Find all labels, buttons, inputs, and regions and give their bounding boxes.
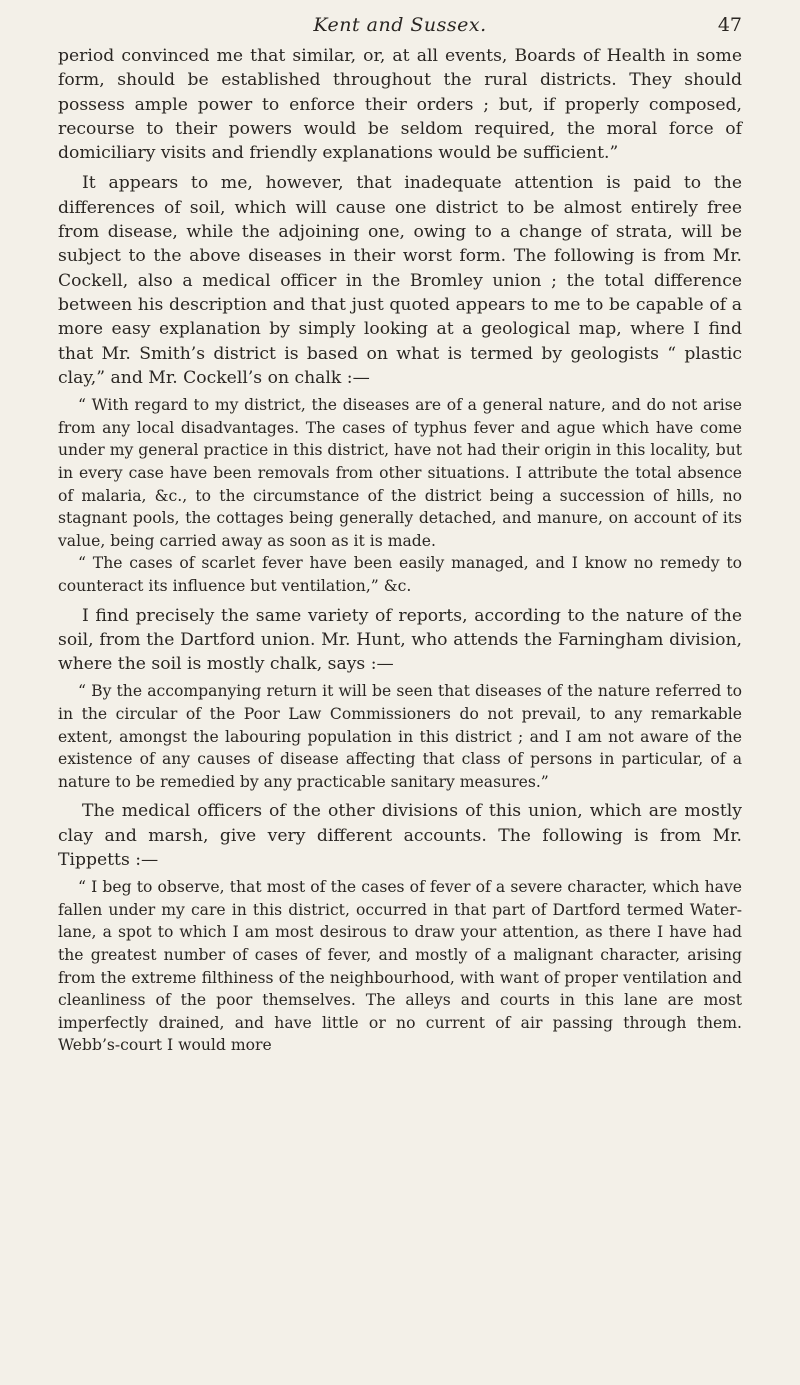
paragraph-other-divisions: The medical officers of the other divisions of this union, which are mostly clay and marsh, give very different accounts. The following is from Mr. Tippetts :—: [58, 801, 742, 870]
quote-hunt: “ By the accompanying return it will be seen that diseases of the nature referred to in the circular of the Poor Law Commissioners do not prevail, to any remarkable extent, amongst the labouring population in this district ; and I am not aware of the existence of any causes of disease affecting that class of persons in particular, of a nature to be remedied by any practicable sanitary measures.”: [58, 682, 742, 791]
quote-tippetts: “ I beg to observe, that most of the cases of fever of a severe character, which have fallen under my care in this district, occurred in that part of Dartford termed Water-lane, a spot to which I am most desirous to draw your attention, as there I have had the greatest number of cases of fever, and mostly of a malignant character, arising from the extreme filthiness of the neighbourhood, with want of proper ventilation and cleanliness of the poor themselves. The alleys and courts in this lane are most imperfectly drained, and have little or no current of air passing through them. Webb’s-court I would more: [58, 878, 742, 1055]
page-number: 47: [717, 14, 742, 36]
paragraph-dartford: I find precisely the same variety of reports, according to the nature of the soil, from the Dartford union. Mr. Hunt, who attends the Farningham division, where the soil is mostly chalk, says :—: [58, 605, 742, 675]
paragraph-continued: period convinced me that similar, or, at all events, Boards of Health in some form, should be established throughout the rural districts. They should possess ample power to enforce their orders ; but, if properly composed, recourse to their powers would be seldom required, the moral force of domiciliary visits and friendly explanations would be sufficient.”: [58, 46, 742, 164]
running-title: Kent and Sussex.: [313, 14, 487, 36]
quote-scarlet-fever: “ The cases of scarlet fever have been easily managed, and I know no remedy to counteract its influence but ventilation,” &c.: [58, 554, 742, 595]
page-header: [58, 14, 742, 44]
quote-cockell: “ With regard to my district, the diseases are of a general nature, and do not arise from any local disadvantages. The cases of typhus fever and ague which have come under my general practice in this district, have not had their origin in this locality, but in every case have been removals from other situations. I attribute the total absence of malaria, &c., to the circumstance of the district being a succession of hills, no stagnant pools, the cottages being generally detached, and manure, on account of its value, being carried away as soon as it is made.: [58, 396, 742, 550]
paragraph-soil-differences: It appears to me, however, that inadequate attention is paid to the differences of soil, which will cause one district to be almost entirely free from disease, while the adjoining one, owing to a change of strata, will be subject to the above diseases in their worst form. The following is from Mr. Cockell, also a medical officer in the Bromley union ; the total difference between his description and that just quoted appears to me to be capable of a more easy explanation by simply looking at a geological map, where I find that Mr. Smith’s district is based on what is termed by geologists “ plastic clay,” and Mr. Cockell’s on chalk :—: [58, 173, 742, 388]
body-text: [58, 44, 742, 1057]
